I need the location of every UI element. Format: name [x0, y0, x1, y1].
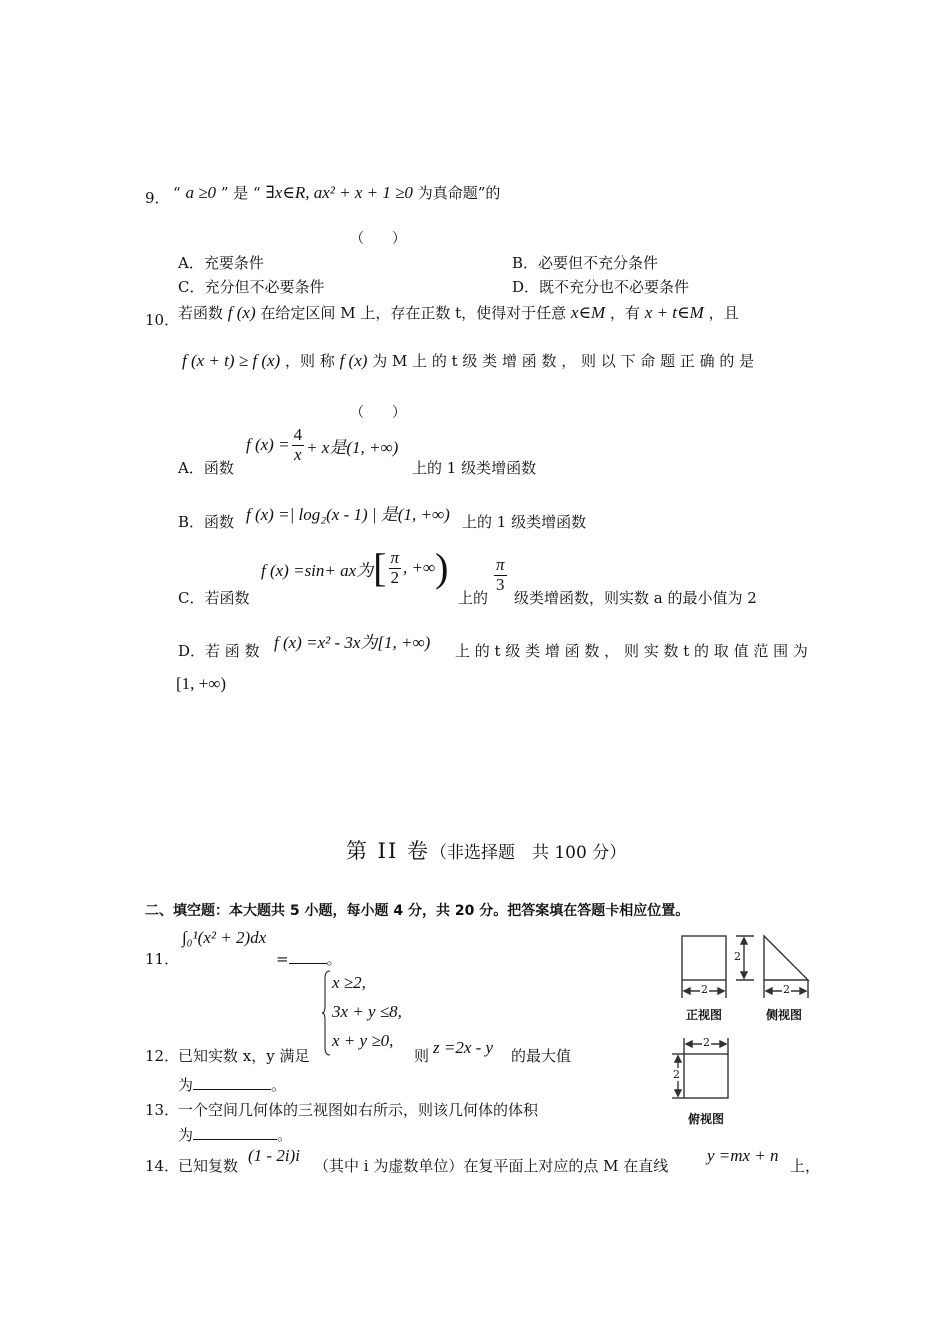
q14-line: y =mx + n: [707, 1146, 779, 1165]
q10-option-d-formula: f (x) =x² - 3x为[1, +∞): [274, 633, 431, 652]
q14-text-3: 上，: [790, 1157, 821, 1175]
q10-text-2: 在给定区间 M 上，存在正数 t，使得对于任意: [260, 304, 567, 322]
q10-answer-paren: （ ）: [350, 405, 406, 421]
q11-integral: ∫₀¹(x² + 2)dx: [182, 928, 267, 947]
q10-stem-line2: [182, 350, 754, 371]
q10-option-c-formula: f (x) =sin+ ax为 [ $\frac{\pi}{2}$ , +∞ ): [261, 545, 449, 590]
q10-option-b-tail: 上的 1 级类增函数: [462, 513, 587, 531]
side-view-triangle: [764, 936, 808, 980]
q12-wei: 为: [178, 1076, 194, 1094]
q10-c-denominator-2: 3: [496, 574, 505, 594]
three-view-figure: [672, 928, 822, 1128]
q13-blank: [193, 1125, 277, 1140]
q13-line2: [178, 1124, 292, 1145]
section-title-main: 第 II 卷: [346, 839, 430, 863]
q10-option-a-label: A．函数: [178, 459, 234, 477]
side-width-label: 2: [783, 983, 790, 996]
q9-quote: “: [173, 184, 181, 202]
q13-end: 。: [277, 1126, 293, 1144]
q10-option-c-pi3: [492, 556, 509, 594]
q10-option-d-tail: 上 的 t 级 类 增 函 数 ， 则 实 数 t 的 取 值 范 围 为: [455, 642, 808, 660]
q10-option-b-label: B．函数: [178, 513, 235, 531]
q9-tail: 为真命题”的: [417, 184, 501, 202]
q12-constraint-2: 3x + y ≤8,: [332, 1002, 402, 1021]
q9-option-b: B．必要但不充分条件: [512, 254, 659, 272]
brace-icon: [322, 970, 332, 1056]
q10-x-in-m: x∈M: [570, 303, 606, 322]
q10-c-numerator: π: [390, 547, 400, 567]
q9-answer-paren: （ ）: [350, 231, 406, 247]
q10-option-a-tail: 上的 1 级类增函数: [412, 459, 537, 477]
q14-text-1: 已知复数: [178, 1157, 239, 1175]
q12-objective: z =2x - y: [433, 1038, 494, 1057]
front-view-caption: 正视图: [686, 1008, 723, 1022]
q9-condition-b: ∃x∈R, ax² + x + 1 ≥0: [265, 183, 413, 202]
q12-brace: [322, 970, 328, 1056]
front-height-label: 2: [734, 950, 741, 963]
q14-complex: (1 - 2i)i: [248, 1146, 300, 1165]
q10-option-d-range: [1, +∞): [176, 674, 227, 693]
q14-number: 14．: [145, 1157, 180, 1175]
q10-f-2: f (x): [339, 351, 368, 370]
section-title: [346, 835, 626, 865]
q10-a-numerator: 4: [293, 425, 303, 444]
q10-f: f (x): [227, 303, 256, 322]
q9-option-c: C．充分但不必要条件: [178, 278, 325, 296]
q12-text: 已知实数 x，y 满足: [178, 1047, 310, 1065]
q12-number: 12．: [145, 1047, 180, 1065]
front-width-label: 2: [701, 983, 708, 996]
q12-line2: [178, 1074, 286, 1095]
q10-a-denominator: x: [294, 444, 302, 464]
q9-number: 9．: [145, 189, 170, 207]
q10-option-d-label: D．若 函 数: [178, 642, 260, 660]
q10-inequality: f (x + t) ≥ f (x): [182, 351, 281, 370]
top-view-caption: 俯视图: [688, 1112, 725, 1126]
q13-wei: 为: [178, 1126, 194, 1144]
q13-number: 13．: [145, 1101, 180, 1119]
q13-text: 一个空间几何体的三视图如右所示，则该几何体的体积: [178, 1101, 539, 1119]
q12-end: 。: [271, 1076, 287, 1094]
q10-option-c-tail: 级类增函数，则实数 a 的最小值为 2: [514, 589, 757, 607]
q10-c-infinity: , +∞: [403, 558, 436, 577]
section-title-sub: （非选择题 共 100 分）: [429, 843, 627, 863]
q11-equals: =: [276, 950, 289, 968]
q10-number: 10．: [145, 311, 180, 329]
q10-option-b-formula: f (x) =| log₂(x - 1) | 是(1, +∞): [246, 505, 450, 524]
top-height-label: 2: [673, 1068, 680, 1081]
q10-text-1: 若函数: [178, 304, 224, 322]
q11-number: 11．: [145, 950, 180, 968]
q11-answer: [276, 948, 342, 969]
side-view-caption: 侧视图: [766, 1008, 803, 1022]
q10-option-c-mid: 上的: [458, 589, 489, 607]
q10-a-lhs: f (x) =: [246, 435, 290, 455]
top-width-label: 2: [703, 1036, 710, 1049]
q11-blank: [289, 949, 327, 964]
q10-option-a-formula: [246, 426, 398, 464]
q10-text-4: ，且: [708, 304, 739, 322]
q10-a-rest: + x是(1, +∞): [306, 437, 399, 457]
q9-stem: [173, 182, 500, 203]
q9-option-d: D．既不充分也不必要条件: [512, 278, 690, 296]
q11-end: 。: [326, 950, 342, 968]
q9-condition-a: a ≥0: [185, 183, 217, 202]
front-view-square: [682, 936, 726, 980]
q10-c-denominator: 2: [390, 567, 400, 587]
top-view-square: [684, 1054, 728, 1098]
q12-constraint-1: x ≥2,: [332, 973, 366, 992]
q9-option-a: A．充要条件: [178, 254, 264, 272]
q10-text-5: ，则 称: [285, 352, 335, 370]
q12-then: 则: [414, 1047, 430, 1065]
q14-text-2: （其中 i 为虚数单位）在复平面上对应的点 M 在直线: [314, 1157, 669, 1175]
q10-text-6: 为 M 上 的 t 级 类 增 函 数 ， 则 以 下 命 题 正 确 的 是: [372, 352, 755, 370]
q10-x-plus-t: x + t∈M: [644, 303, 704, 322]
three-view-drawing: [672, 928, 822, 1128]
q10-text-3: ，有: [609, 304, 640, 322]
fill-in-heading: 二、填空题：本大题共 5 小题，每小题 4 分，共 20 分。把答案填在答题卡相应位置。: [145, 903, 690, 919]
q10-c-numerator-2: π: [496, 555, 505, 574]
q10-stem-line1: [178, 302, 739, 323]
q12-constraint-3: x + y ≥0,: [332, 1031, 394, 1050]
q12-blank: [193, 1075, 271, 1090]
q10-c-lhs: f (x) =sin+ ax为: [261, 560, 374, 580]
q9-is-text: ” 是 “: [220, 184, 261, 202]
q12-tail: 的最大值: [511, 1047, 572, 1065]
q10-option-c-label: C．若函数: [178, 589, 250, 607]
